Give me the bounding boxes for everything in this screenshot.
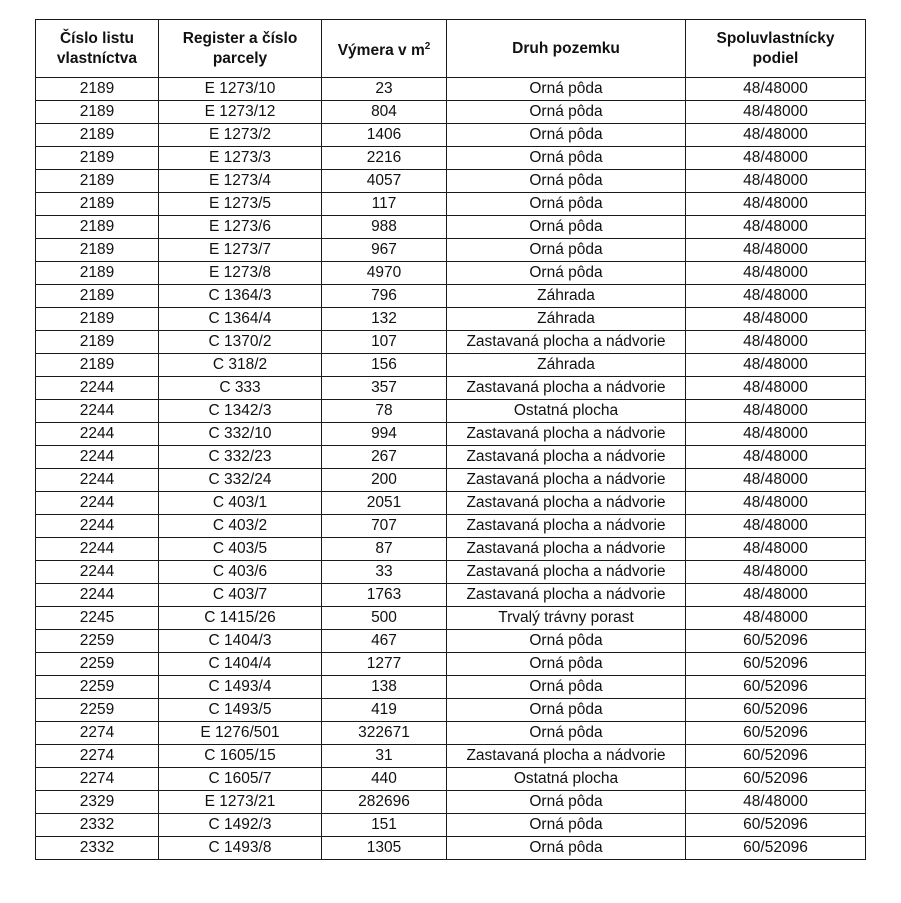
cell-ownership-sheet-number: 2244	[36, 538, 159, 561]
cell-co-ownership-share: 60/52096	[686, 768, 866, 791]
cell-parcel-number: C 403/1	[159, 492, 322, 515]
cell-ownership-sheet-number: 2244	[36, 492, 159, 515]
cell-parcel-number: C 1493/8	[159, 837, 322, 860]
table-row	[36, 377, 866, 400]
cell-co-ownership-share: 48/48000	[686, 446, 866, 469]
cell-ownership-sheet-number: 2189	[36, 124, 159, 147]
header-line: Číslo listu	[59, 29, 135, 47]
cell-ownership-sheet-number: 2189	[36, 354, 159, 377]
cell-area: 357	[322, 377, 447, 400]
header-land-type	[447, 20, 686, 78]
cell-land-type: Záhrada	[447, 285, 686, 308]
table-row	[36, 285, 866, 308]
cell-land-type: Orná pôda	[447, 124, 686, 147]
cell-land-type: Orná pôda	[447, 791, 686, 814]
cell-land-type: Orná pôda	[447, 722, 686, 745]
cell-ownership-sheet-number: 2274	[36, 722, 159, 745]
cell-parcel-number: C 403/2	[159, 515, 322, 538]
cell-ownership-sheet-number: 2259	[36, 630, 159, 653]
cell-land-type: Orná pôda	[447, 814, 686, 837]
header-line: Výmera v m	[337, 41, 425, 59]
cell-land-type: Záhrada	[447, 354, 686, 377]
cell-ownership-sheet-number: 2244	[36, 469, 159, 492]
cell-land-type: Zastavaná plocha a nádvorie	[447, 423, 686, 446]
table-row	[36, 814, 866, 837]
cell-ownership-sheet-number: 2245	[36, 607, 159, 630]
cell-parcel-number: E 1273/7	[159, 239, 322, 262]
cell-co-ownership-share: 48/48000	[686, 331, 866, 354]
cell-co-ownership-share: 48/48000	[686, 515, 866, 538]
cell-parcel-number: E 1273/5	[159, 193, 322, 216]
cell-parcel-number: C 1493/5	[159, 699, 322, 722]
cell-parcel-number: C 1404/4	[159, 653, 322, 676]
cell-area: 796	[322, 285, 447, 308]
table-row	[36, 423, 866, 446]
cell-co-ownership-share: 48/48000	[686, 423, 866, 446]
header-line: Druh pozemku	[512, 39, 620, 57]
header-area	[322, 20, 447, 78]
cell-parcel-number: E 1273/12	[159, 101, 322, 124]
cell-land-type: Zastavaná plocha a nádvorie	[447, 446, 686, 469]
cell-parcel-number: C 1364/4	[159, 308, 322, 331]
cell-parcel-number: E 1273/4	[159, 170, 322, 193]
header-line: podiel	[752, 49, 799, 67]
cell-co-ownership-share: 60/52096	[686, 630, 866, 653]
cell-ownership-sheet-number: 2274	[36, 745, 159, 768]
table-row	[36, 699, 866, 722]
cell-co-ownership-share: 48/48000	[686, 262, 866, 285]
cell-area: 31	[322, 745, 447, 768]
cell-land-type: Orná pôda	[447, 147, 686, 170]
cell-ownership-sheet-number: 2259	[36, 699, 159, 722]
cell-land-type: Orná pôda	[447, 653, 686, 676]
cell-land-type: Záhrada	[447, 308, 686, 331]
cell-area: 322671	[322, 722, 447, 745]
cell-ownership-sheet-number: 2189	[36, 285, 159, 308]
cell-co-ownership-share: 60/52096	[686, 837, 866, 860]
cell-area: 707	[322, 515, 447, 538]
cell-area: 1406	[322, 124, 447, 147]
cell-area: 1277	[322, 653, 447, 676]
cell-land-type: Orná pôda	[447, 699, 686, 722]
cell-land-type: Trvalý trávny porast	[447, 607, 686, 630]
cell-parcel-number: E 1273/10	[159, 78, 322, 101]
cell-land-type: Orná pôda	[447, 630, 686, 653]
table-row	[36, 147, 866, 170]
table-row	[36, 216, 866, 239]
cell-land-type: Zastavaná plocha a nádvorie	[447, 331, 686, 354]
header-line: vlastníctva	[56, 49, 138, 67]
cell-co-ownership-share: 48/48000	[686, 193, 866, 216]
table-row	[36, 446, 866, 469]
cell-co-ownership-share: 48/48000	[686, 124, 866, 147]
table-body	[36, 78, 866, 860]
cell-parcel-number: E 1273/21	[159, 791, 322, 814]
cell-parcel-number: C 1404/3	[159, 630, 322, 653]
table-row	[36, 768, 866, 791]
header-line: parcely	[212, 49, 268, 67]
cell-parcel-number: C 1493/4	[159, 676, 322, 699]
cell-area: 132	[322, 308, 447, 331]
cell-area: 4057	[322, 170, 447, 193]
table-row	[36, 515, 866, 538]
header-ownership-sheet-number	[36, 20, 159, 78]
cell-area: 200	[322, 469, 447, 492]
cell-ownership-sheet-number: 2259	[36, 653, 159, 676]
cell-ownership-sheet-number: 2244	[36, 515, 159, 538]
cell-ownership-sheet-number: 2332	[36, 814, 159, 837]
cell-ownership-sheet-number: 2244	[36, 377, 159, 400]
cell-area: 78	[322, 400, 447, 423]
cell-land-type: Orná pôda	[447, 239, 686, 262]
cell-co-ownership-share: 48/48000	[686, 78, 866, 101]
cell-co-ownership-share: 48/48000	[686, 354, 866, 377]
cell-area: 267	[322, 446, 447, 469]
cell-parcel-number: E 1273/8	[159, 262, 322, 285]
cell-ownership-sheet-number: 2189	[36, 101, 159, 124]
cell-parcel-number: C 1342/3	[159, 400, 322, 423]
cell-area: 988	[322, 216, 447, 239]
table-row	[36, 584, 866, 607]
cell-area: 117	[322, 193, 447, 216]
cell-parcel-number: C 403/7	[159, 584, 322, 607]
table-row	[36, 538, 866, 561]
table-row	[36, 78, 866, 101]
cell-land-type: Ostatná plocha	[447, 768, 686, 791]
table-row	[36, 170, 866, 193]
cell-land-type: Orná pôda	[447, 676, 686, 699]
cell-co-ownership-share: 48/48000	[686, 469, 866, 492]
cell-area: 138	[322, 676, 447, 699]
cell-parcel-number: C 318/2	[159, 354, 322, 377]
table-row	[36, 193, 866, 216]
cell-area: 87	[322, 538, 447, 561]
cell-parcel-number: C 332/23	[159, 446, 322, 469]
cell-land-type: Zastavaná plocha a nádvorie	[447, 584, 686, 607]
cell-ownership-sheet-number: 2244	[36, 423, 159, 446]
cell-land-type: Zastavaná plocha a nádvorie	[447, 377, 686, 400]
table-row	[36, 124, 866, 147]
cell-co-ownership-share: 48/48000	[686, 377, 866, 400]
cell-ownership-sheet-number: 2189	[36, 78, 159, 101]
cell-parcel-number: E 1273/2	[159, 124, 322, 147]
cell-parcel-number: E 1273/6	[159, 216, 322, 239]
cell-land-type: Zastavaná plocha a nádvorie	[447, 515, 686, 538]
cell-area: 151	[322, 814, 447, 837]
cell-ownership-sheet-number: 2244	[36, 584, 159, 607]
cell-co-ownership-share: 60/52096	[686, 653, 866, 676]
cell-co-ownership-share: 48/48000	[686, 538, 866, 561]
table-row	[36, 469, 866, 492]
cell-co-ownership-share: 48/48000	[686, 170, 866, 193]
table-row	[36, 400, 866, 423]
table-row	[36, 561, 866, 584]
cell-area: 500	[322, 607, 447, 630]
cell-parcel-number: C 333	[159, 377, 322, 400]
cell-ownership-sheet-number: 2189	[36, 147, 159, 170]
cell-ownership-sheet-number: 2189	[36, 216, 159, 239]
cell-co-ownership-share: 48/48000	[686, 607, 866, 630]
cell-area: 419	[322, 699, 447, 722]
cell-parcel-number: C 332/10	[159, 423, 322, 446]
cell-ownership-sheet-number: 2244	[36, 561, 159, 584]
cell-parcel-number: C 1492/3	[159, 814, 322, 837]
cell-area: 2051	[322, 492, 447, 515]
cell-area: 282696	[322, 791, 447, 814]
cell-area: 440	[322, 768, 447, 791]
cell-ownership-sheet-number: 2244	[36, 400, 159, 423]
cell-area: 967	[322, 239, 447, 262]
cell-co-ownership-share: 60/52096	[686, 676, 866, 699]
header-register-parcel-number	[159, 20, 322, 78]
cell-area: 2216	[322, 147, 447, 170]
table-row	[36, 239, 866, 262]
superscript: 2	[424, 40, 431, 52]
cell-area: 156	[322, 354, 447, 377]
cell-parcel-number: E 1273/3	[159, 147, 322, 170]
cell-area: 804	[322, 101, 447, 124]
cell-land-type: Orná pôda	[447, 216, 686, 239]
cell-area: 107	[322, 331, 447, 354]
cell-co-ownership-share: 48/48000	[686, 492, 866, 515]
cell-land-type: Zastavaná plocha a nádvorie	[447, 538, 686, 561]
cell-parcel-number: E 1276/501	[159, 722, 322, 745]
table-row	[36, 101, 866, 124]
cell-parcel-number: C 403/6	[159, 561, 322, 584]
table-row	[36, 354, 866, 377]
cell-ownership-sheet-number: 2189	[36, 193, 159, 216]
cell-co-ownership-share: 60/52096	[686, 699, 866, 722]
table-row	[36, 653, 866, 676]
cell-ownership-sheet-number: 2329	[36, 791, 159, 814]
cell-ownership-sheet-number: 2332	[36, 837, 159, 860]
table-row	[36, 630, 866, 653]
cell-co-ownership-share: 48/48000	[686, 400, 866, 423]
cell-land-type: Zastavaná plocha a nádvorie	[447, 492, 686, 515]
cell-area: 4970	[322, 262, 447, 285]
cell-land-type: Orná pôda	[447, 101, 686, 124]
cell-co-ownership-share: 48/48000	[686, 561, 866, 584]
cell-area: 23	[322, 78, 447, 101]
cell-ownership-sheet-number: 2274	[36, 768, 159, 791]
cell-co-ownership-share: 48/48000	[686, 285, 866, 308]
cell-parcel-number: C 1364/3	[159, 285, 322, 308]
cell-co-ownership-share: 60/52096	[686, 814, 866, 837]
cell-co-ownership-share: 48/48000	[686, 791, 866, 814]
table-row	[36, 676, 866, 699]
table-row	[36, 791, 866, 814]
cell-land-type: Orná pôda	[447, 78, 686, 101]
cell-ownership-sheet-number: 2189	[36, 170, 159, 193]
cell-co-ownership-share: 60/52096	[686, 722, 866, 745]
cell-parcel-number: C 1370/2	[159, 331, 322, 354]
header-line: Register a číslo	[182, 29, 298, 47]
table-row	[36, 607, 866, 630]
cell-ownership-sheet-number: 2189	[36, 308, 159, 331]
table-row	[36, 492, 866, 515]
cell-co-ownership-share: 48/48000	[686, 147, 866, 170]
cell-co-ownership-share: 48/48000	[686, 101, 866, 124]
table-row	[36, 837, 866, 860]
cell-parcel-number: C 1605/7	[159, 768, 322, 791]
table-row	[36, 722, 866, 745]
cell-co-ownership-share: 60/52096	[686, 745, 866, 768]
cell-co-ownership-share: 48/48000	[686, 308, 866, 331]
cell-area: 467	[322, 630, 447, 653]
table-row	[36, 745, 866, 768]
cell-area: 33	[322, 561, 447, 584]
parcel-table	[35, 19, 866, 860]
table-row	[36, 308, 866, 331]
cell-co-ownership-share: 48/48000	[686, 239, 866, 262]
cell-area: 994	[322, 423, 447, 446]
cell-parcel-number: C 403/5	[159, 538, 322, 561]
header-row	[36, 20, 866, 78]
cell-ownership-sheet-number: 2189	[36, 239, 159, 262]
cell-land-type: Orná pôda	[447, 193, 686, 216]
cell-parcel-number: C 1605/15	[159, 745, 322, 768]
cell-land-type: Orná pôda	[447, 837, 686, 860]
cell-ownership-sheet-number: 2259	[36, 676, 159, 699]
header-co-ownership-share	[686, 20, 866, 78]
cell-area: 1763	[322, 584, 447, 607]
cell-parcel-number: C 1415/26	[159, 607, 322, 630]
table-row	[36, 262, 866, 285]
cell-parcel-number: C 332/24	[159, 469, 322, 492]
cell-land-type: Zastavaná plocha a nádvorie	[447, 745, 686, 768]
cell-land-type: Zastavaná plocha a nádvorie	[447, 469, 686, 492]
cell-land-type: Ostatná plocha	[447, 400, 686, 423]
cell-land-type: Zastavaná plocha a nádvorie	[447, 561, 686, 584]
cell-co-ownership-share: 48/48000	[686, 584, 866, 607]
cell-land-type: Orná pôda	[447, 262, 686, 285]
cell-land-type: Orná pôda	[447, 170, 686, 193]
header-line: Spoluvlastnícky	[716, 29, 835, 47]
cell-ownership-sheet-number: 2189	[36, 331, 159, 354]
cell-ownership-sheet-number: 2244	[36, 446, 159, 469]
cell-area: 1305	[322, 837, 447, 860]
cell-co-ownership-share: 48/48000	[686, 216, 866, 239]
cell-ownership-sheet-number: 2189	[36, 262, 159, 285]
table-row	[36, 331, 866, 354]
